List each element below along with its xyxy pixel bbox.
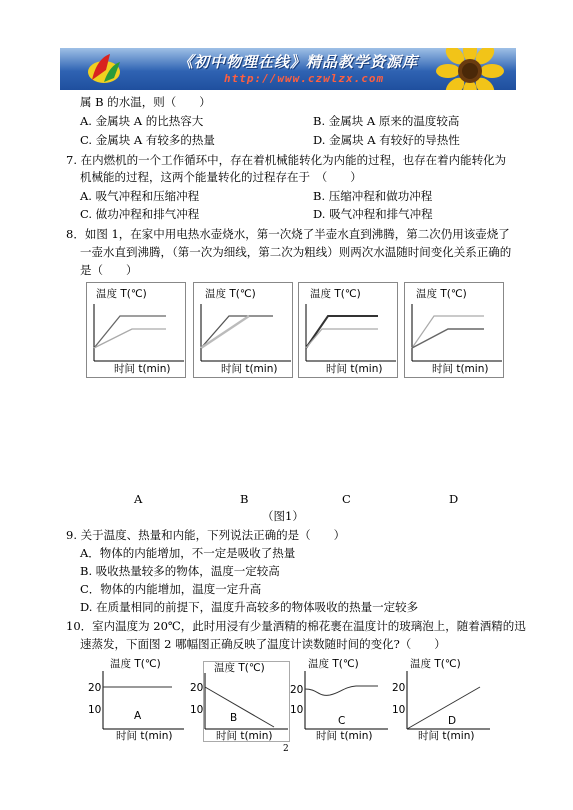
q8-graph-c [298,282,398,378]
q6-option-d[interactable]: D. 金属块 A 有较好的导热性 [313,133,460,147]
q8-line-2: 一壶水直到沸腾，（第一次为细线，第二次为粗线）则两次水温随时间变化关系正确的 [80,245,512,259]
q6-option-a[interactable]: A. 金属块 A 的比热容大 [80,114,204,128]
q10-d-tick-10: 10 [392,704,406,716]
q8-b-y-label: 温度 T(℃) [205,288,256,300]
q7-option-c[interactable]: C. 做功冲程和排气冲程 [80,207,200,221]
q10-graph-b [190,655,290,743]
q9-option-c[interactable]: C．物体的内能增加，温度一定升高 [80,582,262,596]
q10-a-x-label: 时间 t(min) [116,730,173,742]
q10-graph-c [290,655,390,743]
q10-d-y-label: 温度 T(℃) [410,658,461,670]
q10-graph-d [392,655,492,743]
q8-choice-d[interactable]: D [449,492,459,506]
q8-a-y-label: 温度 T(℃) [96,288,147,300]
q8-graph-b [193,282,293,378]
figure-1-caption: （图1） [262,509,304,523]
q8-line-1: 8．如图 1，在家中用电热水壶烧水，第一次烧了半壶水直到沸腾，第二次仍用该壶烧了 [66,227,510,241]
q9-lead: 9. 关于温度、热量和内能，下列说法正确的是（ ） [66,528,346,542]
q8-d-x-label: 时间 t(min) [432,363,489,375]
q10-line-1: 10．室内温度为 20℃，此时用浸有少量酒精的棉花裹在温度计的玻璃泡上，随着酒精的迅 [66,619,526,633]
q10-c-tick-20: 20 [290,684,304,696]
q8-c-x-label: 时间 t(min) [326,363,383,375]
q7-line-1: 7. 在内燃机的一个工作循环中，存在着机械能转化为内能的过程，也存在着内能转化为 [66,153,507,167]
q10-a-tick-10: 10 [88,704,102,716]
sunflower-icon [424,48,516,90]
q8-d-y-label: 温度 T(℃) [416,288,467,300]
banner-url[interactable]: http://www.czwlzx.com [224,72,385,85]
q9-option-d[interactable]: D. 在质量相同的前提下，温度升高较多的物体吸收的热量一定较多 [80,600,419,614]
q8-a-x-label: 时间 t(min) [114,363,171,375]
q8-line-3: 是（ ） [80,263,138,277]
q9-option-a[interactable]: A．物体的内能增加，不一定是吸收了热量 [80,546,296,560]
q7-line-2: 机械能的过程，这两个能量转化的过程存在于 （ ） [80,170,362,184]
q8-b-x-label: 时间 t(min) [221,363,278,375]
banner-title: 《初中物理在线》精品教学资源库 [178,53,419,71]
q10-line-2: 速蒸发，下面图 2 哪幅图正确反映了温度计读数随时间的变化?（ ） [80,637,446,651]
q8-c-y-label: 温度 T(℃) [310,288,361,300]
q6-option-c[interactable]: C. 金属块 A 有较多的热量 [80,133,215,147]
q10-graph-a [86,655,186,743]
q6-lead: 属 B 的水温，则（ ） [80,95,211,109]
physics-logo-icon [86,52,122,86]
q8-choice-c[interactable]: C [342,492,351,506]
q9-option-b[interactable]: B. 吸收热量较多的物体，温度一定较高 [80,564,280,578]
q8-graph-a [86,282,186,378]
q10-b-panel-letter: B [230,712,238,724]
q10-b-x-label: 时间 t(min) [216,730,273,742]
q10-a-panel-letter: A [134,710,142,722]
header-banner [60,48,516,90]
q7-option-b[interactable]: B. 压缩冲程和做功冲程 [313,189,433,203]
q10-d-panel-letter: D [448,715,457,727]
q10-b-tick-10: 10 [190,704,204,716]
q10-c-x-label: 时间 t(min) [316,730,373,742]
q10-c-y-label: 温度 T(℃) [308,658,359,670]
page-number: 2 [283,744,289,754]
q7-option-d[interactable]: D. 吸气冲程和排气冲程 [313,207,433,221]
q8-choice-b[interactable]: B [240,492,249,506]
q10-d-x-label: 时间 t(min) [418,730,475,742]
q10-b-y-label: 温度 T(℃) [214,662,265,674]
q10-c-tick-10: 10 [290,704,304,716]
q10-d-tick-20: 20 [392,682,406,694]
q6-option-b[interactable]: B. 金属块 A 原来的温度较高 [313,114,460,128]
q10-c-panel-letter: C [338,715,346,727]
q8-choice-a[interactable]: A [134,492,143,506]
q10-a-tick-20: 20 [88,682,102,694]
q7-option-a[interactable]: A. 吸气冲程和压缩冲程 [80,189,200,203]
q8-graph-d [404,282,504,378]
q10-b-tick-20: 20 [190,682,204,694]
q10-a-y-label: 温度 T(℃) [110,658,161,670]
